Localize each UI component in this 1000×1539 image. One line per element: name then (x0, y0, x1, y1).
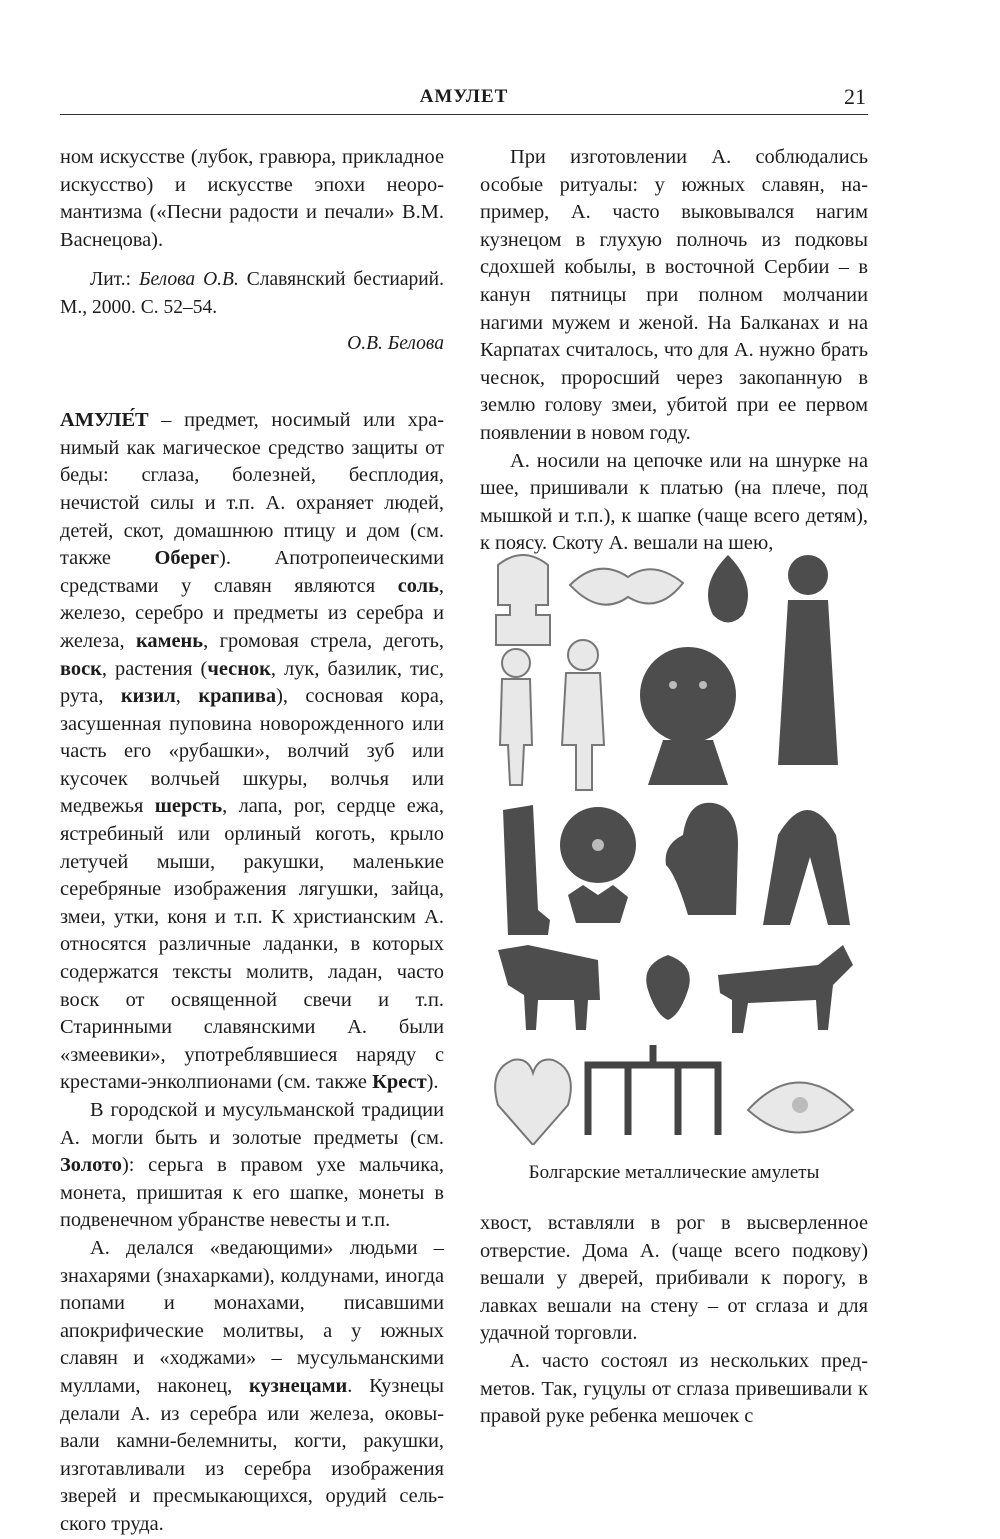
page-number: 21 (844, 84, 866, 109)
amulet-face-icon (640, 647, 736, 785)
paragraph-tail: хвост, вставляли в рог в высверленное отверстие. Дома А. (чаще всего подкову) вешали у дверей, прибивали к порогу, в лавках вешали на стену – от сглаза и для удачной торговли. (480, 1212, 868, 1345)
cross-ref-zoloto: Золото (60, 1154, 122, 1177)
literature-author: Белова О.В. (138, 269, 239, 291)
amulet-heart-icon (495, 1060, 571, 1145)
continued-paragraph: ном искусстве (лубок, гравюра, прикладное искусство) и искусстве эпохи неоромантизма («Песни радости и печали» В.М. Васнецова). (60, 146, 444, 251)
amulet-small-figure-1-icon (500, 649, 532, 785)
running-head: АМУЛЕТ (419, 86, 509, 107)
figure-caption: Болгарские металлические амулеты (528, 1162, 820, 1183)
entry-amulet: АМУЛЕ́Т – предмет, носимый или хранимый как магическое средство защиты от беды: сглаза, болезней, бесплодия, нечистой силы и т.п. А. охраняет людей, детей, скот, домашнюю птицу и дом (см. также Оберег). Апотропеическими средствами у славян являются соль, железо, серебро и предметы из серебра и железа, камень, громовая стрела, деготь, воск, растения (чеснок, лук, базилик, тис, рута, кизил, крапива), сосновая кора, засушенная пуповина новорожденного или часть его «рубашки», волчий зуб или кусочек волчьей шкуры, волчья или медвежья шерсть, лапа, рог, сердце ежа, ястребиный или орлиный коготь, крыло летучей мыши, ракушки, маленькие серебряные изображения лягушки, зайца, змеи, утки, коня и т.п. К христианским А. относятся различные ладанки, в которых содержатся тексты молитв, ладан, часто воск от освященной свечи и т.п. Старинными славянскими А. были «змеевики», употреблявшиеся наряду с крестами-энколпионами (см. также Крест). (60, 409, 445, 1094)
amulet-double-oval-icon (570, 569, 683, 605)
right-column-top (480, 144, 868, 558)
cross-ref-krest: Крест (372, 1071, 427, 1094)
amulet-crown-icon (568, 885, 628, 923)
cross-ref-kizil: кизил (120, 685, 176, 708)
right-column-bottom (480, 1210, 868, 1431)
paragraph-rituals: При изготовлении А. соблюдались особые ритуалы: у южных славян, например, А. часто выковывался нагим кузнецом в глухую полночь из подковы сдохшей кобылы, в восточной Сербии – в канун пятницы при полном молчании нагими мужем и женой. На Балканах и на Карпатах считалось, что для А. нужно брать чеснок, проросший через закопанную в землю голову змеи, убитой при ее первом появлении в новом году. (480, 146, 868, 444)
amulet-bust-icon (496, 555, 550, 645)
cross-ref-sol: соль (397, 574, 439, 597)
cross-ref-kuznetsy: кузнецами (249, 1374, 348, 1397)
cross-ref-vosk: воск (60, 657, 102, 680)
amulet-arch-icon (763, 810, 850, 925)
amulet-boot-icon (503, 805, 550, 935)
author-signature: О.В. Белова (347, 332, 444, 354)
amulet-standing-figure-icon (778, 555, 838, 765)
cross-ref-sherst: шерсть (154, 795, 223, 818)
amulets-illustration (488, 545, 863, 1145)
amulet-teardrop-icon (646, 955, 690, 1020)
cross-ref-obereg: Оберег (154, 547, 220, 570)
cross-ref-chesnok: чеснок (207, 657, 271, 680)
cross-ref-kamen: камень (135, 629, 204, 652)
amulet-cow-icon (498, 945, 600, 1030)
amulet-small-figure-2-icon (562, 640, 604, 790)
amulet-gate-icon (588, 1045, 718, 1135)
paragraph-composite: А. часто состоял из нескольких предметов. Так, гуцулы от сглаза привешивали к правой руке ребенка мешочек с (480, 1349, 868, 1428)
entry-title: АМУЛЕ́Т (60, 409, 149, 432)
literature-reference: Лит.: Белова О.В. Славянский бестиарий. М., 2000. С. 52–54. (60, 269, 444, 318)
amulet-eye-icon (748, 1083, 853, 1133)
paragraph-wearing: А. носили на цепочке или на шнурке на шее, пришивали к платью (на плече, под мышкой и т.п.), к шапке (чаще всего детям), к поясу. Скоту А. вешали на шею, (480, 449, 868, 555)
amulet-drop-icon (708, 555, 748, 623)
amulets-image (488, 545, 863, 1145)
page-header (60, 82, 868, 115)
amulet-horse-icon (718, 945, 853, 1033)
amulet-mitten-icon (666, 803, 738, 915)
paragraph-gold: В городской и мусульманской традиции А. могли быть и золотые предметы (см. Золото): серьга в правом ухе мальчика, монета, пришитая к его шапке, монеты в подвенечном убранстве невесты и т.п. (60, 1099, 444, 1232)
paragraph-makers: А. делался «ведающими» людьми – знахарями (знахарками), колдунами, иногда попами и монахами, писавшими апокрифические молитвы, а у южных славян и «ходжами» – мусульманскими муллами, наконец, кузнецами. Кузнецы делали А. из серебра или железа, оковывали камни-белемниты, когти, ракушки, изготавливали из серебра изображения зверей и пресмыкающихся, орудий сельского труда. (60, 1236, 444, 1535)
left-column (60, 144, 444, 1539)
amulet-disc-icon (560, 807, 636, 883)
cross-ref-krapiva: крапива (198, 685, 277, 708)
